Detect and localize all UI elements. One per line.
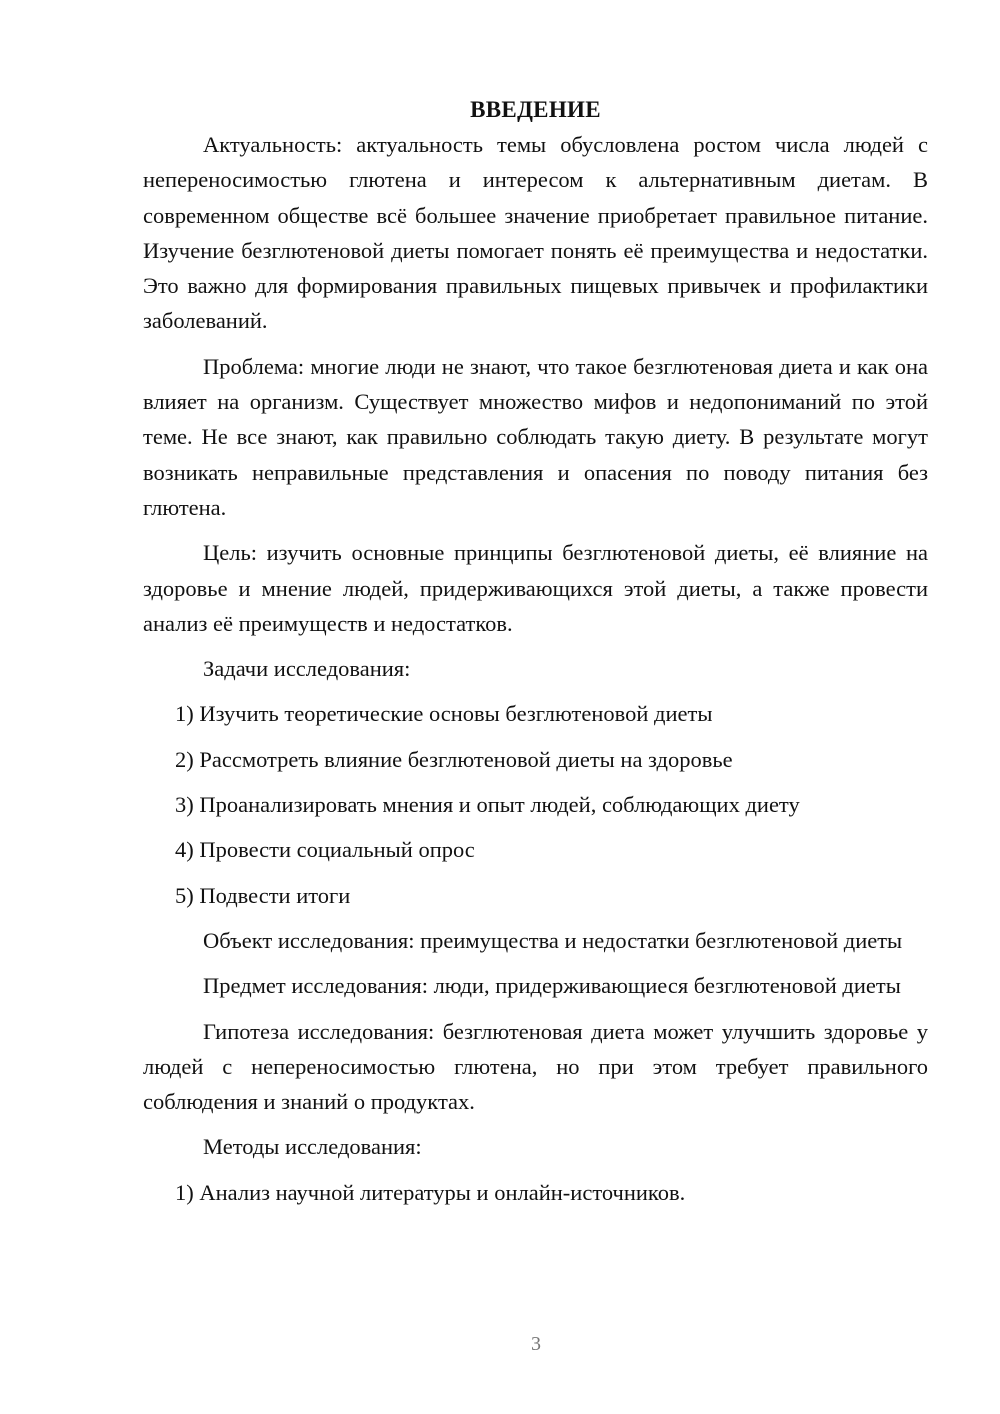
hypothesis-paragraph: Гипотеза исследования: безглютеновая диета может улучшить здоровье у людей с непереносимостью глютена, но при этом требует правильного соблюдения и знаний о продуктах. (143, 1018, 928, 1115)
relevance-paragraph: Актуальность: актуальность темы обусловлена ростом числа людей с непереносимостью глютена и интересом к альтернативным диетам. В современном обществе всё большее значение приобретает правильное питание. Изучение безглютеновой диеты помогает понять её преимущества и недостатки. Это важно для формирования правильных пищевых привычек и профилактики заболеваний. (143, 132, 928, 334)
document-page (143, 92, 928, 1220)
problem-paragraph: Проблема: многие люди не знают, что такое безглютеновая диета и как она влияет на организм. Существует множество мифов и недопониманий по этой теме. Не все знают, как правильно соблюдать такую диету. В результате могут возникать неправильные представления и опасения по поводу питания без глютена. (143, 353, 928, 520)
document-title: ВВЕДЕНИЕ (470, 97, 601, 122)
task-item: 5) Подвести итоги (175, 882, 351, 908)
task-item: 1) Изучить теоретические основы безглютеновой диеты (175, 701, 713, 727)
method-item: 1) Анализ научной литературы и онлайн-источников. (175, 1179, 686, 1205)
task-item: 3) Проанализировать мнения и опыт людей, соблюдающих диету (175, 792, 800, 818)
task-item: 2) Рассмотреть влияние безглютеновой диеты на здоровье (175, 746, 733, 772)
tasks-heading: Задачи исследования: (203, 656, 411, 682)
subject-paragraph: Предмет исследования: люди, придерживающиеся безглютеновой диеты (203, 973, 901, 999)
page-number: 3 (531, 1333, 541, 1355)
task-item: 4) Провести социальный опрос (175, 837, 475, 863)
object-paragraph: Объект исследования: преимущества и недостатки безглютеновой диеты (203, 927, 903, 953)
methods-heading: Методы исследования: (203, 1134, 422, 1160)
goal-paragraph: Цель: изучить основные принципы безглютеновой диеты, её влияние на здоровье и мнение людей, придерживающихся этой диеты, а также провести анализ её преимуществ и недостатков. (143, 540, 928, 636)
